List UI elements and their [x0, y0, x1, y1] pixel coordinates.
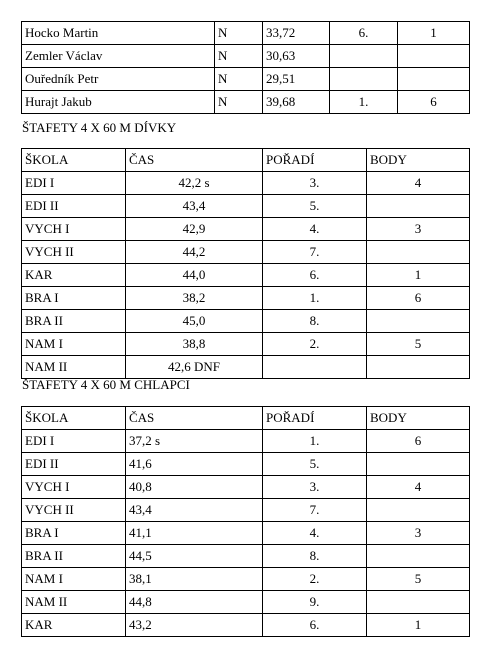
place-cell — [330, 45, 398, 68]
category-cell: N — [215, 68, 263, 91]
place-cell — [263, 356, 367, 379]
individual-results-table — [21, 21, 470, 114]
place-cell: 2. — [263, 568, 367, 591]
time-cell: 29,51 — [263, 68, 330, 91]
athlete-name-cell: Hocko Martin — [22, 22, 215, 45]
points-cell — [367, 241, 470, 264]
school-cell: EDI II — [22, 195, 126, 218]
place-cell: 6. — [330, 22, 398, 45]
points-cell: 4 — [367, 476, 470, 499]
athlete-name-cell: Ouředník Petr — [22, 68, 215, 91]
table-row — [22, 568, 470, 591]
time-cell: 44,2 — [126, 241, 263, 264]
points-cell — [367, 499, 470, 522]
points-cell: 1 — [367, 614, 470, 637]
school-cell: BRA I — [22, 522, 126, 545]
school-cell: VYCH I — [22, 218, 126, 241]
header-points: BODY — [367, 149, 470, 172]
place-cell: 7. — [263, 241, 367, 264]
place-cell: 4. — [263, 218, 367, 241]
points-cell: 5 — [367, 333, 470, 356]
time-cell: 43,2 — [126, 614, 263, 637]
points-cell — [367, 356, 470, 379]
time-cell: 30,63 — [263, 45, 330, 68]
school-cell: VYCH II — [22, 499, 126, 522]
time-cell: 40,8 — [126, 476, 263, 499]
time-cell: 38,8 — [126, 333, 263, 356]
school-cell: VYCH I — [22, 476, 126, 499]
table-row — [22, 264, 470, 287]
school-cell: EDI I — [22, 430, 126, 453]
header-school: ŠKOLA — [22, 149, 126, 172]
table-row — [22, 453, 470, 476]
table-header-row — [22, 149, 470, 172]
points-cell — [367, 545, 470, 568]
relay-boys-title: ŠTAFETY 4 X 60 M CHLAPCI — [22, 377, 190, 392]
points-cell — [367, 310, 470, 333]
place-cell: 9. — [263, 591, 367, 614]
points-cell — [367, 453, 470, 476]
time-cell: 41,1 — [126, 522, 263, 545]
time-cell: 45,0 — [126, 310, 263, 333]
time-cell: 44,5 — [126, 545, 263, 568]
relay-boys-table — [21, 406, 470, 637]
points-cell: 3 — [367, 522, 470, 545]
time-cell: 44,0 — [126, 264, 263, 287]
header-place: POŘADÍ — [263, 149, 367, 172]
place-cell: 1. — [263, 430, 367, 453]
header-time: ČAS — [126, 149, 263, 172]
table-row — [22, 356, 470, 379]
time-cell: 43,4 — [126, 499, 263, 522]
table-header-row — [22, 407, 470, 430]
place-cell: 8. — [263, 310, 367, 333]
place-cell: 1. — [263, 287, 367, 310]
points-cell: 1 — [367, 264, 470, 287]
place-cell: 5. — [263, 453, 367, 476]
time-cell: 42,2 s — [126, 172, 263, 195]
time-cell: 42,9 — [126, 218, 263, 241]
table-row — [22, 522, 470, 545]
time-cell: 43,4 — [126, 195, 263, 218]
relay-girls-table — [21, 148, 470, 379]
points-cell: 4 — [367, 172, 470, 195]
school-cell: EDI II — [22, 453, 126, 476]
school-cell: EDI I — [22, 172, 126, 195]
points-cell: 5 — [367, 568, 470, 591]
place-cell: 6. — [263, 264, 367, 287]
time-cell: 42,6 DNF — [126, 356, 263, 379]
table-row — [22, 499, 470, 522]
school-cell: KAR — [22, 264, 126, 287]
points-cell — [398, 45, 470, 68]
points-cell — [367, 591, 470, 614]
table-row — [22, 614, 470, 637]
place-cell: 4. — [263, 522, 367, 545]
school-cell: NAM I — [22, 568, 126, 591]
school-cell: BRA I — [22, 287, 126, 310]
points-cell — [398, 68, 470, 91]
time-cell: 39,68 — [263, 91, 330, 114]
school-cell: NAM II — [22, 356, 126, 379]
school-cell: KAR — [22, 614, 126, 637]
school-cell: BRA II — [22, 545, 126, 568]
table-row — [22, 545, 470, 568]
place-cell: 1. — [330, 91, 398, 114]
points-cell: 3 — [367, 218, 470, 241]
header-time: ČAS — [126, 407, 263, 430]
school-cell: NAM I — [22, 333, 126, 356]
time-cell: 38,2 — [126, 287, 263, 310]
time-cell: 33,72 — [263, 22, 330, 45]
header-school: ŠKOLA — [22, 407, 126, 430]
category-cell: N — [215, 22, 263, 45]
place-cell: 2. — [263, 333, 367, 356]
athlete-name-cell: Hurajt Jakub — [22, 91, 215, 114]
category-cell: N — [215, 91, 263, 114]
school-cell: BRA II — [22, 310, 126, 333]
table-row — [22, 68, 470, 91]
header-place: POŘADÍ — [263, 407, 367, 430]
table-row — [22, 333, 470, 356]
time-cell: 41,6 — [126, 453, 263, 476]
place-cell: 8. — [263, 545, 367, 568]
table-row — [22, 218, 470, 241]
table-row — [22, 430, 470, 453]
table-row — [22, 476, 470, 499]
header-points: BODY — [367, 407, 470, 430]
table-row — [22, 22, 470, 45]
time-cell: 38,1 — [126, 568, 263, 591]
points-cell: 6 — [367, 430, 470, 453]
table-row — [22, 591, 470, 614]
time-cell: 44,8 — [126, 591, 263, 614]
points-cell — [367, 195, 470, 218]
place-cell: 6. — [263, 614, 367, 637]
place-cell: 7. — [263, 499, 367, 522]
category-cell: N — [215, 45, 263, 68]
table-row — [22, 310, 470, 333]
table-row — [22, 91, 470, 114]
time-cell: 37,2 s — [126, 430, 263, 453]
table-row — [22, 45, 470, 68]
athlete-name-cell: Zemler Václav — [22, 45, 215, 68]
table-row — [22, 172, 470, 195]
place-cell: 5. — [263, 195, 367, 218]
table-row — [22, 241, 470, 264]
points-cell: 6 — [398, 91, 470, 114]
place-cell: 3. — [263, 476, 367, 499]
table-row — [22, 195, 470, 218]
school-cell: VYCH II — [22, 241, 126, 264]
relay-girls-title: ŠTAFETY 4 X 60 M DÍVKY — [22, 120, 177, 135]
place-cell — [330, 68, 398, 91]
points-cell: 6 — [367, 287, 470, 310]
school-cell: NAM II — [22, 591, 126, 614]
table-row — [22, 287, 470, 310]
place-cell: 3. — [263, 172, 367, 195]
points-cell: 1 — [398, 22, 470, 45]
